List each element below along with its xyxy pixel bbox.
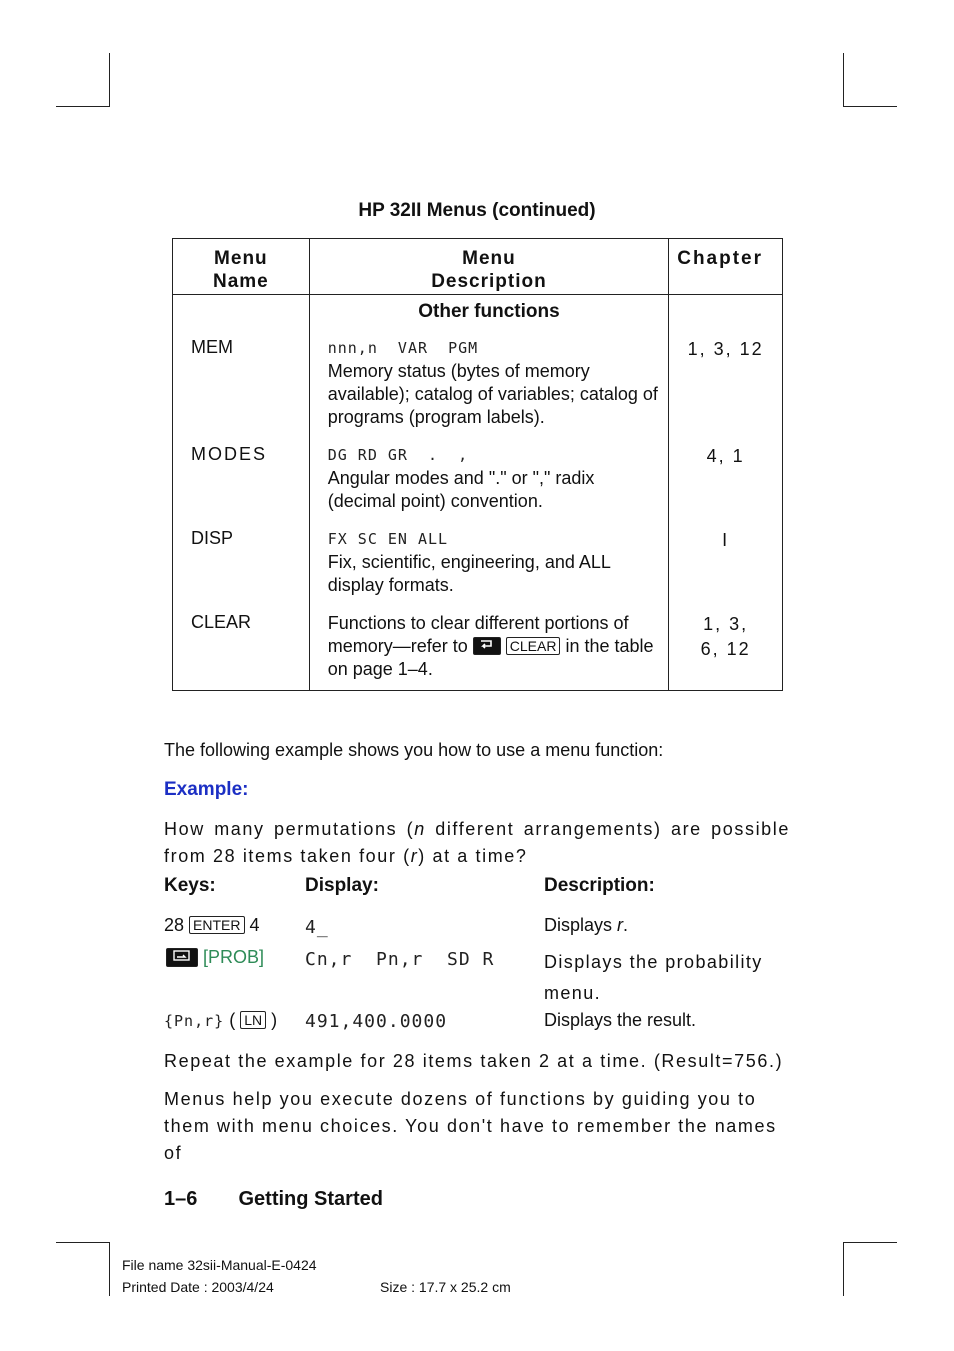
shift-key-icon <box>473 637 501 655</box>
table-header-row <box>173 239 783 295</box>
table-row <box>173 522 783 606</box>
file-name: File name 32sii-Manual-E-0424 <box>122 1257 317 1273</box>
menu-description: nnn,n VAR PGM Memory status (bytes of memory available); catalog of variables; catalog of programs (program labels). <box>309 331 669 438</box>
display-header: Display: <box>305 875 379 896</box>
table-row <box>173 331 783 438</box>
description-cell: Displays r. <box>544 915 629 935</box>
softkey-label: {Pn,r} <box>164 1012 225 1030</box>
ln-key: LN <box>240 1011 266 1029</box>
page-footer <box>164 1188 383 1211</box>
crop-mark <box>109 53 110 107</box>
prob-menu-label: [PROB] <box>203 947 265 967</box>
menu-name: MEM <box>173 331 310 438</box>
section-row <box>173 294 783 331</box>
header-menu-name: Menu Name <box>173 239 310 295</box>
crop-mark <box>56 1242 110 1243</box>
menus-paragraph: Menus help you execute dozens of functions by guiding you to them with menu choices. You don't have to remember the names of <box>164 1089 777 1163</box>
example-label: Example: <box>164 779 249 800</box>
section-heading: Other functions <box>309 294 669 331</box>
example-question: How many permutations (n different arrangements) are possible from 28 items taken four (r) at a time? <box>164 819 790 866</box>
menu-name: DISP <box>173 522 310 606</box>
clear-key: CLEAR <box>506 637 561 655</box>
crop-mark <box>843 53 844 107</box>
keys-cell <box>166 947 264 968</box>
shift-key-icon <box>166 948 198 967</box>
printed-date: Printed Date : 2003/4/24 <box>122 1279 274 1295</box>
chapter-ref: 1, 3, 12 <box>687 339 764 360</box>
description-cell: Displays the result. <box>544 1010 697 1030</box>
display-cell: 491,400.0000 <box>305 1011 448 1032</box>
repeat-text: Repeat the example for 28 items taken 2 at a time. (Result=756.) <box>164 1051 784 1071</box>
crop-mark <box>843 1242 844 1296</box>
page-title: HP 32II Menus (continued) <box>358 200 596 221</box>
keys-cell: 28 ENTER 4 <box>164 915 260 935</box>
enter-key: ENTER <box>189 916 244 934</box>
table-row <box>173 438 783 522</box>
crop-mark <box>56 106 110 107</box>
chapter-ref: I <box>722 530 730 551</box>
menus-table <box>172 238 783 691</box>
display-text: nnn,n VAR PGM <box>327 339 479 358</box>
chapter-ref: 1, 3, 6, 12 <box>700 614 751 660</box>
page-number: 1–6 <box>164 1188 198 1210</box>
keys-cell: {Pn,r} ( LN ) <box>164 1010 278 1030</box>
page-size: Size : 17.7 x 25.2 cm <box>380 1279 511 1295</box>
description-header: Description: <box>544 875 655 896</box>
display-text: FX SC EN ALL <box>327 530 449 549</box>
chapter-ref: 4, 1 <box>706 446 745 467</box>
display-cell: 4_ <box>305 917 329 938</box>
table-row <box>173 606 783 690</box>
crop-mark <box>843 1242 897 1243</box>
display-text: DG RD GR . , <box>327 446 469 465</box>
keys-header: Keys: <box>164 875 216 896</box>
section-name: Getting Started <box>238 1188 383 1210</box>
menu-name: MODES <box>173 438 310 522</box>
menu-name: CLEAR <box>173 606 310 690</box>
crop-mark <box>843 106 897 107</box>
menu-description: Functions to clear different portions of memory—refer to CLEAR in the table on page 1–4. <box>309 606 669 690</box>
header-chapter: Chapter <box>677 248 764 269</box>
menu-description: FX SC EN ALL Fix, scientific, engineering, and ALL display formats. <box>309 522 669 606</box>
menu-description: DG RD GR . , Angular modes and "." or "," radix (decimal point) convention. <box>309 438 669 522</box>
description-cell: Displays the probability menu. <box>544 952 763 1003</box>
intro-text: The following example shows you how to use a menu function: <box>164 740 664 760</box>
header-menu-description: Menu Description <box>309 239 669 295</box>
display-cell: Cn,r Pn,r SD R <box>305 949 495 970</box>
crop-mark <box>109 1242 110 1296</box>
